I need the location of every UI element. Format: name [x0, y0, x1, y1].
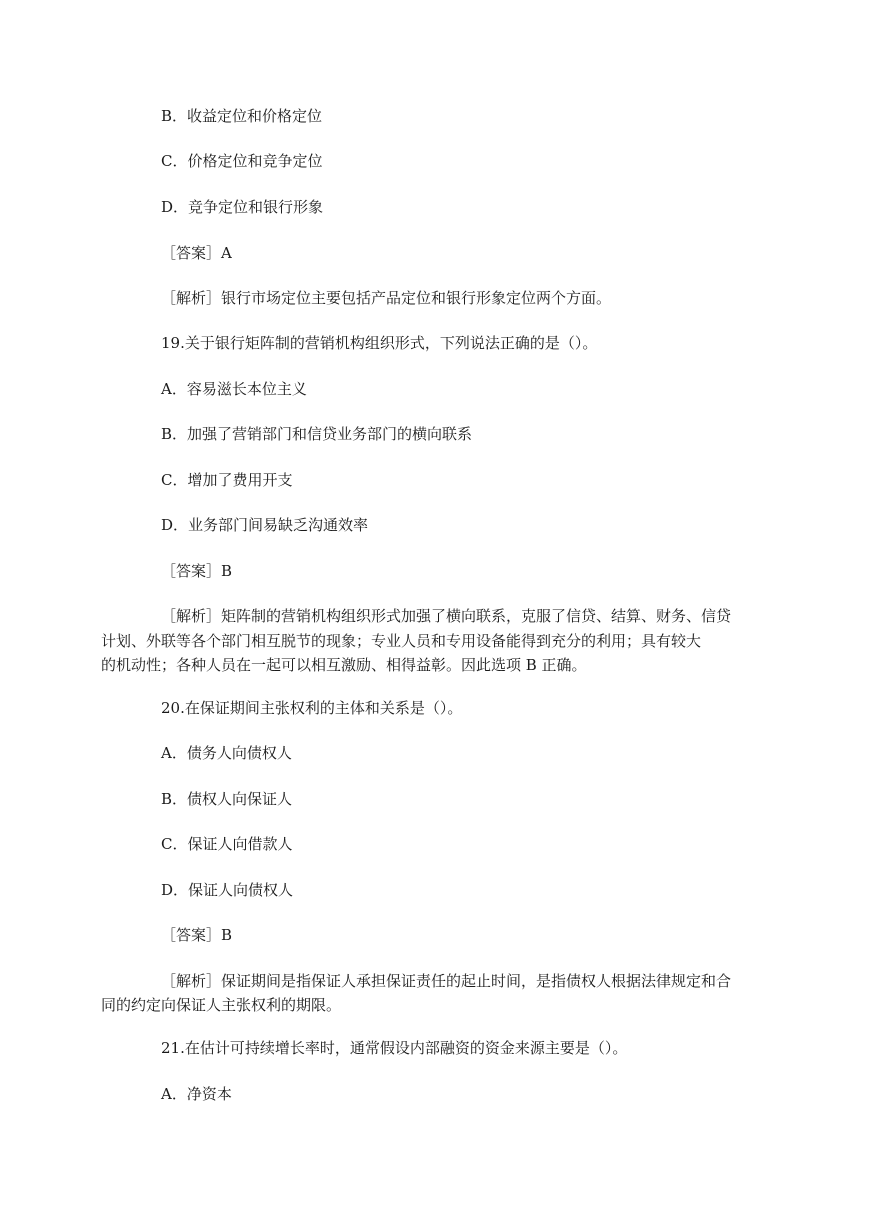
- q19-option-c: C．增加了费用开支: [161, 471, 293, 489]
- q20-option-c: C．保证人向借款人: [161, 835, 293, 853]
- q18-analysis: ［解析］银行市场定位主要包括产品定位和银行形象定位两个方面。: [161, 289, 612, 307]
- q21-option-a: A．净资本: [161, 1085, 232, 1103]
- q18-answer: ［答案］A: [161, 244, 232, 262]
- q20-question: 20.在保证期间主张权利的主体和关系是（）。: [161, 699, 463, 717]
- q20-answer: ［答案］B: [161, 926, 233, 944]
- q18-option-c: C．价格定位和竞争定位: [161, 152, 323, 170]
- q19-question: 19.关于银行矩阵制的营销机构组织形式，下列说法正确的是（）。: [161, 334, 598, 352]
- q19-analysis-line-1: ［解析］矩阵制的营销机构组织形式加强了横向联系，克服了信贷、结算、财务、信贷: [161, 607, 732, 625]
- q21-question: 21.在估计可持续增长率时，通常假设内部融资的资金来源主要是（）。: [161, 1039, 628, 1057]
- q20-option-b: B．债权人向保证人: [161, 790, 293, 808]
- q18-option-b: B．收益定位和价格定位: [161, 107, 323, 125]
- q20-analysis-line-1: ［解析］保证期间是指保证人承担保证责任的起止时间，是指债权人根据法律规定和合: [161, 972, 732, 990]
- q19-analysis-line-2: 计划、外联等各个部门相互脱节的现象；专业人员和专用设备能得到充分的利用；具有较大: [101, 632, 702, 650]
- q20-analysis-line-2: 同的约定向保证人主张权利的期限。: [101, 996, 342, 1014]
- q20-option-d: D．保证人向债权人: [161, 881, 294, 899]
- q18-option-d: D．竞争定位和银行形象: [161, 198, 324, 216]
- q19-option-a: A．容易滋长本位主义: [161, 380, 307, 398]
- q20-option-a: A．债务人向债权人: [161, 744, 292, 762]
- q19-option-d: D．业务部门间易缺乏沟通效率: [161, 516, 369, 534]
- q19-answer: ［答案］B: [161, 562, 233, 580]
- q19-option-b: B．加强了营销部门和信贷业务部门的横向联系: [161, 425, 473, 443]
- q19-analysis-line-3: 的机动性；各种人员在一起可以相互激励、相得益彰。因此选项 B 正确。: [101, 656, 587, 674]
